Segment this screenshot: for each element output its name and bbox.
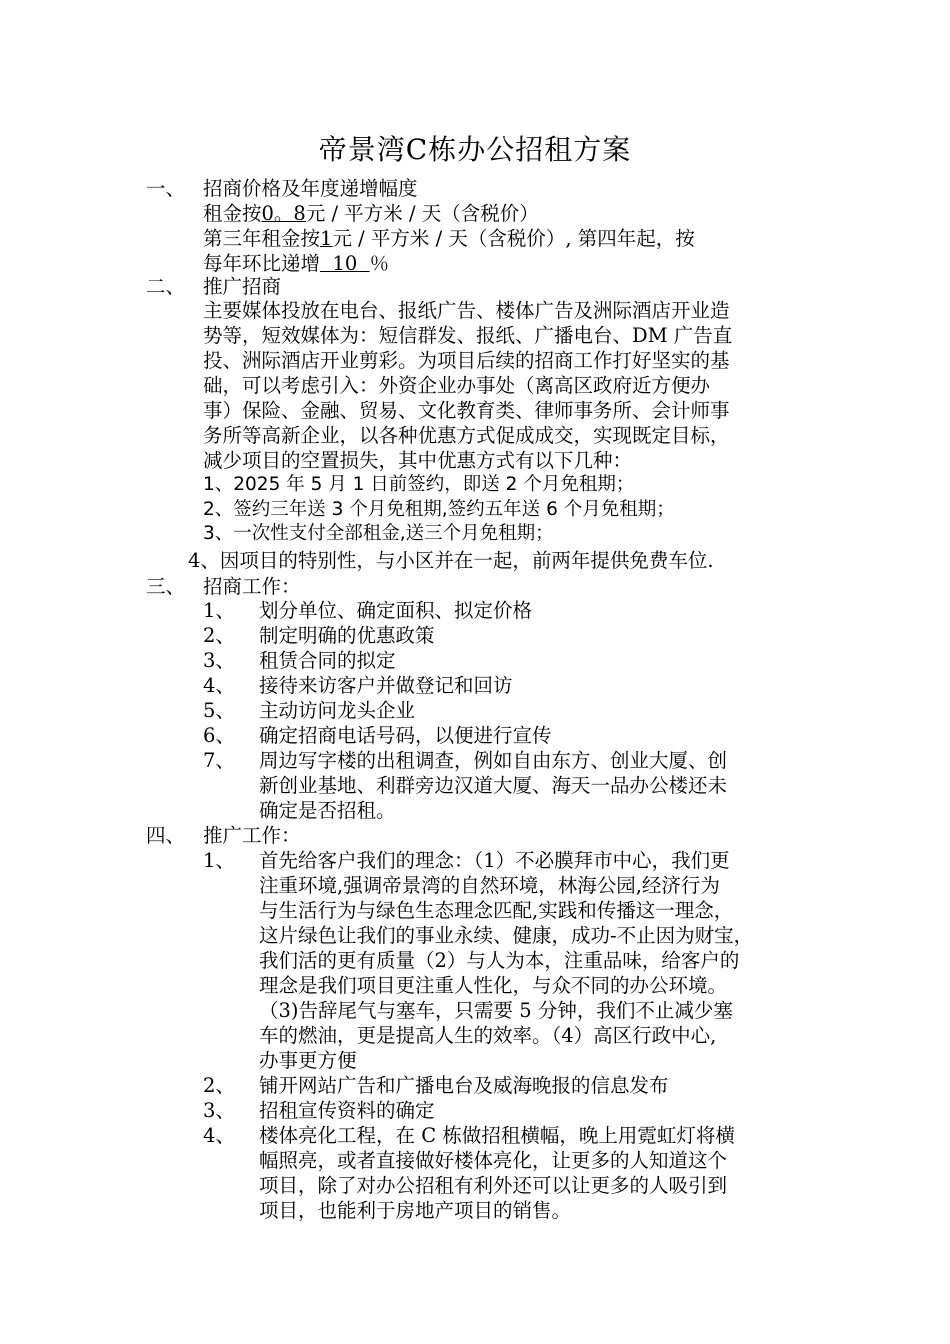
rent-2-value: 1 — [320, 227, 333, 250]
rent-line-3 — [203, 251, 389, 276]
list-item-number: 1、 — [203, 599, 235, 622]
section-2-para-line: 投、洲际酒店开业剪彩。为项目后续的招商工作打好坚实的基 — [203, 349, 730, 372]
section-2-para-line: 础，可以考虑引入：外资企业办事处（离高区政府近方便办 — [203, 374, 711, 397]
section-2-para-line: 主要媒体投放在电台、报纸广告、楼体广告及洲际酒店开业造 — [203, 299, 730, 322]
section-2-para-line: 务所等高新企业，以各种优惠方式促成成交，实现既定目标， — [203, 424, 730, 447]
list-item-text: 确定招商电话号码，以便进行宣传 — [259, 724, 552, 747]
list-item-text: 这片绿色让我们的事业永续、健康，成功-不止因为财宝， — [259, 924, 754, 947]
list-item-text: 理念是我们项目更注重人性化，与众不同的办公环境。 — [259, 974, 728, 997]
list-item-text: 楼体亮化工程，在 C 栋做招租横幅，晚上用霓虹灯将横 — [259, 1124, 735, 1147]
list-item-number: 3、 — [203, 649, 235, 672]
list-item-text: 新创业基地、利群旁边汉道大厦、海天一品办公楼还未 — [259, 774, 728, 797]
list-item-number: 2、 — [203, 1074, 235, 1097]
list-item-text: 我们活的更有质量（2）与人为本，注重品味，给客户的 — [259, 949, 740, 972]
list-item-text: 招租宣传资料的确定 — [259, 1099, 435, 1122]
rent-1-value: 0。8 — [261, 202, 306, 225]
section-2-heading: 推广招商 — [203, 275, 282, 298]
list-item-number: 4、 — [203, 1124, 235, 1147]
section-1-heading: 招商价格及年度递增幅度 — [203, 177, 418, 200]
section-4-number: 四、 — [146, 824, 186, 847]
list-item-text: 周边写字楼的出租调查，例如自由东方、创业大厦、创 — [259, 749, 728, 772]
offer-item: 3、一次性支付全部租金,送三个月免租期； — [203, 523, 554, 544]
list-item-text: 主动访问龙头企业 — [259, 699, 416, 722]
list-item-text: 租赁合同的拟定 — [259, 649, 396, 672]
list-item-text: 与生活行为与绿色生态理念匹配,实践和传播这一理念， — [259, 899, 734, 922]
list-item-number: 6、 — [203, 724, 235, 747]
rent-2-prefix: 第三年租金按 — [203, 227, 321, 250]
list-item-text: 首先给客户我们的理念：（1）不必膜拜市中心，我们更 — [259, 849, 730, 872]
list-item-text: 项目，除了对办公招租有利外还可以让更多的人吸引到 — [259, 1174, 728, 1197]
list-item-number: 5、 — [203, 699, 235, 722]
section-2-para-line: 减少项目的空置损失，其中优惠方式有以下几种： — [203, 449, 633, 472]
offer-item: 4、因项目的特别性，与小区并在一起，前两年提供免费车位. — [188, 549, 714, 572]
section-2-para-line: 事）保险、金融、贸易、文化教育类、律师事务所、会计师事 — [203, 399, 730, 422]
rent-1-suffix: 元 / 平方米 / 天（含税价） — [305, 202, 539, 225]
list-item-text: 划分单位、确定面积、拟定价格 — [259, 599, 533, 622]
list-item-text: 注重环境,强调帝景湾的自然环境，林海公园,经济行为 — [259, 874, 720, 897]
rent-1-prefix: 租金按 — [203, 202, 262, 225]
rent-3-value: 10 — [320, 252, 370, 275]
list-item-text: 车的燃油，更是提高人生的效率。（4）高区行政中心, — [259, 1024, 717, 1047]
rent-3-suffix: ％ — [369, 252, 390, 275]
section-3-number: 三、 — [146, 575, 186, 598]
rent-2-suffix: 元 / 平方米 / 天（含税价）, 第四年起，按 — [332, 227, 695, 250]
rent-3-prefix: 每年环比递增 — [203, 252, 321, 275]
section-2-number: 二、 — [146, 275, 186, 298]
list-item-text: 办事更方便 — [259, 1049, 357, 1072]
list-item-text: 确定是否招租。 — [259, 799, 396, 822]
section-2-para-line: 势等，短效媒体为：短信群发、报纸、广播电台、DM 广告直 — [203, 324, 733, 347]
list-item-text: （3)告辞尾气与塞车，只需要 5 分钟，我们不止减少塞 — [259, 999, 733, 1022]
list-item-text: 接待来访客户并做登记和回访 — [259, 674, 513, 697]
list-item-text: 铺开网站广告和广播电台及威海晚报的信息发布 — [259, 1074, 669, 1097]
list-item-text: 幅照亮，或者直接做好楼体亮化，让更多的人知道这个 — [259, 1149, 728, 1172]
list-item-number: 1、 — [203, 849, 235, 872]
section-1-number: 一、 — [146, 177, 186, 200]
offer-item: 1、2025 年 5 月 1 日前签约，即送 2 个月免租期； — [203, 474, 635, 495]
list-item-number: 7、 — [203, 749, 235, 772]
rent-line-2 — [203, 226, 695, 251]
list-item-text: 项目，也能利于房地产项目的销售。 — [259, 1199, 572, 1222]
list-item-number: 4、 — [203, 674, 235, 697]
rent-line-1 — [203, 201, 539, 226]
list-item-number: 3、 — [203, 1099, 235, 1122]
section-3-heading: 招商工作： — [203, 575, 301, 598]
section-4-heading: 推广工作： — [203, 824, 301, 847]
list-item-number: 2、 — [203, 624, 235, 647]
list-item-text: 制定明确的优惠政策 — [259, 624, 435, 647]
offer-item: 2、签约三年送 3 个月免租期,签约五年送 6 个月免租期； — [203, 499, 675, 520]
document-title: 帝景湾C栋办公招租方案 — [318, 133, 632, 166]
